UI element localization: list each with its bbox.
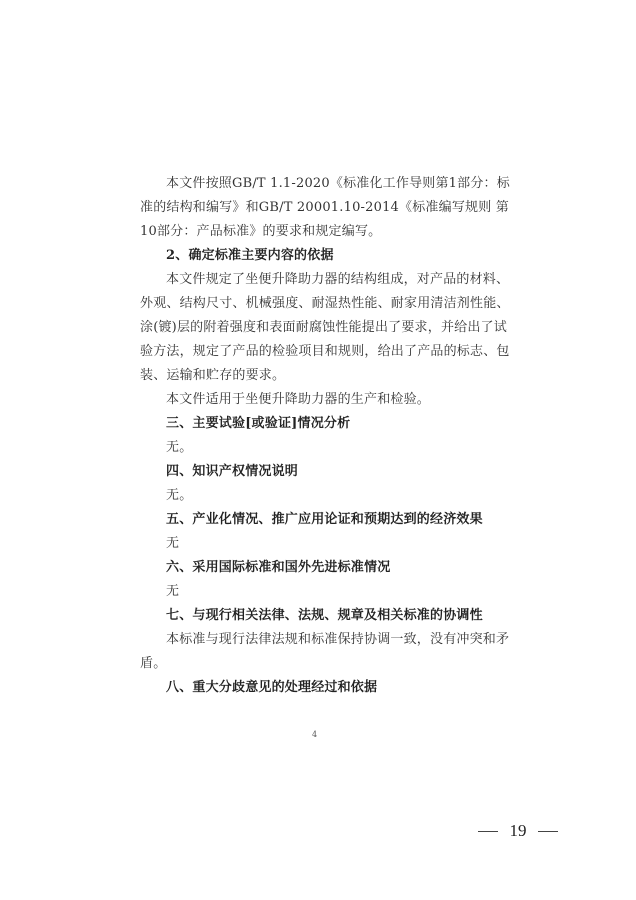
- paragraph-test-analysis-none: 无。: [166, 440, 193, 455]
- document-body: [140, 172, 520, 700]
- footer-dash-right: [538, 831, 558, 832]
- heading-content-basis: 2、确定标准主要内容的依据: [166, 248, 334, 263]
- paragraph-ip-none: 无。: [166, 488, 193, 503]
- page-footer: [478, 819, 558, 843]
- paragraph-scope-requirements: 本文件规定了坐便升降助力器的结构组成，对产品的材料、外观、结构尺寸、机械强度、耐湿热性能、耐家用清洁剂性能、涂(镀)层的附着强度和表面耐腐蚀性能提出了要求，并给出了试验方法，规定了产品的检验项目和规则，给出了产品的标志、包装、运输和贮存的要求。: [140, 272, 510, 383]
- heading-major-disagreements: 八、重大分歧意见的处理经过和依据: [166, 680, 378, 695]
- paragraph-industrialization-none: 无: [166, 536, 180, 551]
- paragraph-coordination: 本标准与现行法律法规和标准保持协调一致，没有冲突和矛盾。: [140, 632, 510, 671]
- footer-dash-left: [478, 831, 498, 832]
- heading-coordination: 七、与现行相关法律、法规、规章及相关标准的协调性: [166, 608, 483, 623]
- heading-industrialization: 五、产业化情况、推广应用论证和预期达到的经济效果: [166, 512, 483, 527]
- heading-international-standards: 六、采用国际标准和国外先进标准情况: [166, 560, 391, 575]
- page-number: 19: [509, 821, 527, 840]
- inner-page-number: 4: [312, 730, 318, 739]
- heading-ip-statement: 四、知识产权情况说明: [166, 464, 299, 479]
- heading-test-analysis: 三、主要试验[或验证]情况分析: [166, 416, 351, 431]
- paragraph-applicability: 本文件适用于坐便升降助力器的生产和检验。: [166, 392, 431, 407]
- paragraph-international-none: 无: [166, 584, 180, 599]
- paragraph-drafting-basis: 本文件按照GB/T 1.1-2020《标准化工作导则第1部分：标准的结构和编写》和GB/T 20001.10-2014《标准编写规则 第10部分：产品标准》的要求和规定编写。: [140, 176, 510, 239]
